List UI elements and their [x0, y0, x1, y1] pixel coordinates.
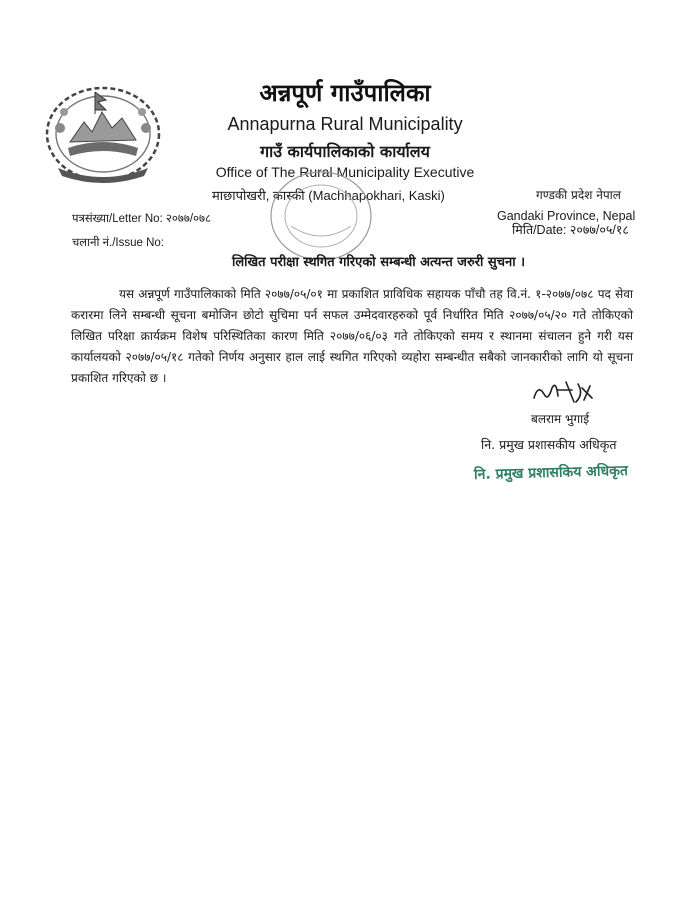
office-stamp-seal [266, 166, 376, 266]
signatory-title: नि. प्रमुख प्रशासकीय अधिकृत [481, 437, 617, 452]
signatory-stamp: नि. प्रमुख प्रशासकिय अधिकृत [473, 462, 629, 484]
municipality-title-nepali: अन्नपूर्ण गाउँपालिका [259, 79, 431, 107]
province-english: Gandaki Province, Nepal [497, 209, 636, 223]
notice-subject: लिखित परीक्षा स्थगित गरिएको सम्बन्धी अत्यन्त जरुरी सुचना । [232, 255, 526, 270]
handwritten-signature [528, 376, 598, 408]
signatory-name: बलराम भुगाई [531, 412, 590, 426]
province-nepali: गण्डकी प्रदेश नेपाल [536, 188, 621, 202]
municipality-title-english: Annapurna Rural Municipality [227, 114, 463, 134]
office-title-english: Office of The Rural Municipality Executive [215, 164, 475, 180]
office-title-nepali: गाउँ कार्यपालिकाको कार्यालय [260, 142, 430, 161]
issue-number: चलानी नं./Issue No: [72, 237, 164, 249]
office-address: माछापोखरी, कास्की (Machhapokhari, Kaski) [212, 188, 445, 203]
letter-number: पत्रसंख्या/Letter No: २०७७/०७८ [72, 213, 211, 225]
notice-body: यस अन्नपूर्ण गाउँपालिकाको मिति २०७७/०५/०१ मा प्रकाशित प्राविधिक सहायक पाँचौ तह वि.नं. १-२०७७/०७८ पद सेवा करारमा लिने सम्बन्धी सूचना बमोजिन छोटो सुचिमा पर्न सफल उम्मेदवारहरुको पूर्व निर्धारित मिति २०७७/०५/२० गते तोकिएको लिखित परिक्षा क्रार्यक्रम विशेष परिस्थितिका कारण मिति २०७७/०६/०३ गते तोकिएको समय र स्थानमा संचालन हुने गरी यस कार्यालयको २०७७/०५/१८ गतेको निर्णय अनुसार हाल लाई स्थगित गरिएको व्यहोरा सम्बन्धीत सबैको जानकारीको लागि यो सूचना प्रकाशित गरिएको छ । [71, 287, 633, 385]
letter-date: मिति/Date: २०७७/०५/१८ [512, 223, 629, 237]
